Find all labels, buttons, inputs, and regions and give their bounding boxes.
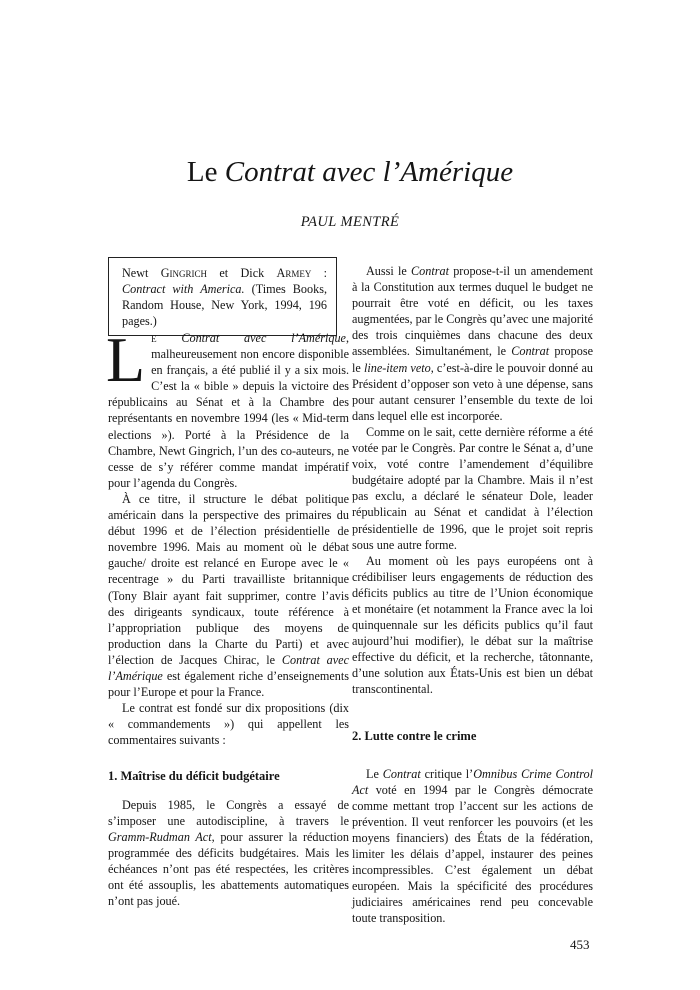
paragraph: Aussi le Contrat propose-t-il un amendement à la Constitution aux termes duquel le budget ne pourrait être voté en déficit, ou les taxes augmentées, par le Congrès qu’avec une majorité des trois cinquièmes dans chacune des deux assemblées. Simultanément, le Contrat propose le line-item veto, c’est-à-dire le pouvoir donné au Président d’opposer son veto à une dépense, sans pour autant censurer l’ensemble du texte de loi dans lequel elle est incorporée. [352, 264, 593, 423]
page-title: Le Contrat avec l’Amérique [186, 156, 514, 188]
paragraph: Le contrat est fondé sur dix propositions (dix « commandements ») qui appellent les commentaires suivants : [108, 701, 349, 748]
left-column [106, 324, 350, 909]
paragraph: Comme on le sait, cette dernière réforme a été votée par le Congrès. Par contre le Sénat a, d’une voix, voté contre l’amendement d’équilibre budgétaire adopté par la Chambre. Mais il n’est pas exclu, a déclaré le sénateur Dole, leader républicain au Sénat et candidat à l’élection présidentielle de 1996, que le projet soit repris sous une autre forme. [352, 424, 593, 552]
author-name: PAUL MENTRÉ [300, 214, 400, 230]
paragraph: À ce titre, il structure le débat politique américain dans la perspective des primaires du début 1996 et de l’élection présidentielle de novembre 1996. Mais au moment où le débat gauche/ droite est relancé en Europe avec le « recentrage » du Parti travailliste britannique (Tony Blair ayant fait supprimer, contre l’avis des dirigeants syndicaux, toute référence à l’appropriation publique des moyens de production dans la Charte du Parti) et avec l’élection de Jacques Chirac, le Contrat avec l’Amérique est également riche d’enseignements pour l’Europe et pour la France. [108, 491, 349, 700]
section-heading: 1. Maîtrise du déficit budgétaire [108, 769, 280, 784]
section-heading: 2. Lutte contre le crime [352, 728, 477, 743]
paragraph: Au moment où les pays européens ont à crédibiliser leurs engagements de réduction des déficits publics au titre de l’Union économique et monétaire (et notamment la France avec la loi quinquennale sur les déficits publics qu’il faut aujourd’hui modifier), le débat sur la maîtrise effective du déficit, et la recherche, tâtonnante, d’une solution aux États-Unis est bien un débat transcontinental. [352, 553, 593, 697]
book-reference-box: Newt Gingrich et Dick Armey : Contract with America. (Times Books, Random House, New York, 1994, 196 pages.) [108, 257, 337, 336]
page-number: 453 [570, 937, 590, 952]
intro-paragraph: Le Contrat avec l’Amérique, malheureusement non encore disponible en français, a été publié il y a six mois. C’est la « bible » depuis la victoire des républicains au Sénat et à la Chambre des représentants en novembre 1994 (les « Mid-term elections »). Porté à la Présidence de la Chambre, Newt Gingrich, l’un des co-auteurs, ne cesse de s’y référer comme mandat impératif pour l’agenda du Congrès. [106, 324, 350, 490]
drop-cap: L [106, 324, 146, 395]
right-column [352, 263, 593, 927]
paragraph: Le Contrat critique l’Omnibus Crime Control Act voté en 1994 par le Congrès démocrate comme mettant trop l’accent sur les actions de prévention. Il veut renforcer les pouvoirs (et les moyens financiers) des États de la fédération, limiter les délais d’appel, instaurer des peines incompressibles. C’est également un débat européen. Mais la spécificité des procédures judiciaires américaines rend peu concevable toute transposition. [352, 766, 593, 926]
paragraph: Depuis 1985, le Congrès a essayé de s’imposer une autodiscipline, à travers le Gramm-Rudman Act, pour assurer la réduction programmée des déficits budgétaires. Mais les échéances n’ont pas été respectées, les critères ont été assouplis, les abattements automatiques n’ont pas joué. [108, 797, 349, 909]
